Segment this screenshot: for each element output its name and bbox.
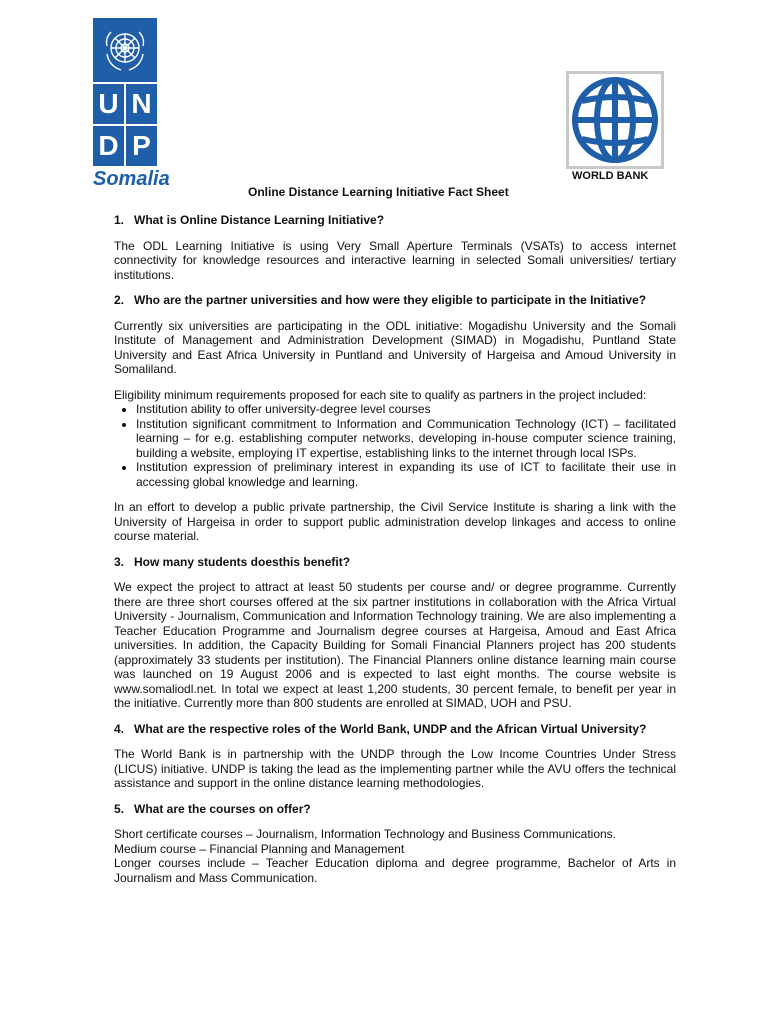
course-line-medium: Medium course – Financial Planning and Management bbox=[114, 841, 405, 856]
section-2-paragraph: Currently six universities are participating in the ODL initiative: Mogadishu University and the Somali Institute of Management and Administration Development (SIMAD) in Mogadishu, Puntland State University and East Africa University in Puntland and University of Hargeisa and Amoud University in Somaliland. bbox=[114, 318, 676, 376]
undp-letter-d: D bbox=[93, 126, 124, 166]
course-line-longer: Longer courses include – Teacher Education diploma and degree programme, Bachelor of Arts in Journalism and Mass Communication. bbox=[114, 856, 676, 885]
section-4-paragraph: The World Bank is in partnership with the UNDP through the Low Income Countries Under Stress (LICUS) initiative. UNDP is taking the lead as the implementing partner while the AVU offers the technical assistance and support in the online distance learning methodologies. bbox=[114, 747, 676, 790]
section-1-paragraph: The ODL Learning Initiative is using Very Small Aperture Terminals (VSATs) to access internet connectivity for knowledge resources and interactive learning in selected Somali universities/ tertiary institutions. bbox=[114, 238, 676, 282]
section-3-paragraph: We expect the project to attract at least 50 students per course and/ or degree programme. Currently there are three short courses offered at the six partner institutions in collaboration with the Africa Virtual University - Journalism, Communication and Information Technology training. We are also implementing a Teacher Education Programme and Journalism degree courses at Hargeisa, Amoud and East Africa universities. In addition, the Capacity Building for Somali Financial Planners project has 200 students (approximately 33 students per institution). The Financial Planners online distance learning main course was launched on 19 August 2006 and is expected to last eight months. The course website is www.somaliodl.net. In total we expect at least 1,200 students, 30 percent female, to benefit per year in the initiative. Currently more than 800 students are enrolled at SIMAD, UOH and PSU. bbox=[114, 580, 676, 710]
undp-country-label: Somalia bbox=[93, 168, 170, 190]
undp-letter-n: N bbox=[126, 84, 157, 124]
section-5-heading: 5. What are the courses on offer? bbox=[114, 801, 311, 816]
section-2-eligibility-intro: Eligibility minimum requirements proposed for each site to qualify as partners in the project included: bbox=[114, 387, 647, 402]
world-bank-logo bbox=[566, 71, 664, 169]
world-bank-caption: WORLD BANK bbox=[572, 170, 649, 182]
section-3-heading: 3. How many students doesthis benefit? bbox=[114, 554, 351, 569]
list-item: • Institution significant commitment to Information and Communication Technology (ICT) – facilitated learning – for e.g. establishing computer networks, developing in-house computer science training, building a website, employing IT expertise, establishing links to the internet through local ISPs. bbox=[136, 417, 676, 461]
course-line-short: Short certificate courses – Journalism, Information Technology and Business Communications. bbox=[114, 827, 617, 841]
list-item: • Institution ability to offer university-degree level courses bbox=[136, 402, 676, 417]
section-2-closing: In an effort to develop a public private partnership, the Civil Service Institute is sharing a link with the University of Hargeisa in order to support public administration develop linkages and access to online course material. bbox=[114, 500, 676, 543]
undp-logo bbox=[93, 18, 170, 190]
un-emblem-icon bbox=[93, 18, 157, 82]
document-body bbox=[114, 205, 676, 896]
eligibility-list bbox=[114, 402, 676, 489]
section-4-heading: 4. What are the respective roles of the World Bank, UNDP and the African Virtual University? bbox=[114, 721, 647, 736]
section-1-heading: 1. What is Online Distance Learning Initiative? bbox=[114, 213, 385, 227]
document-title: Online Distance Learning Initiative Fact Sheet bbox=[248, 185, 509, 199]
undp-letter-u: U bbox=[93, 84, 124, 124]
section-2-heading: 2. Who are the partner universities and how were they eligible to participate in the Initiative? bbox=[114, 293, 647, 307]
world-bank-globe-icon bbox=[566, 71, 664, 169]
list-item: • Institution expression of preliminary interest in expanding its use of ICT to facilitate their use in accessing global knowledge and learning. bbox=[136, 460, 676, 489]
undp-letter-p: P bbox=[126, 126, 157, 166]
